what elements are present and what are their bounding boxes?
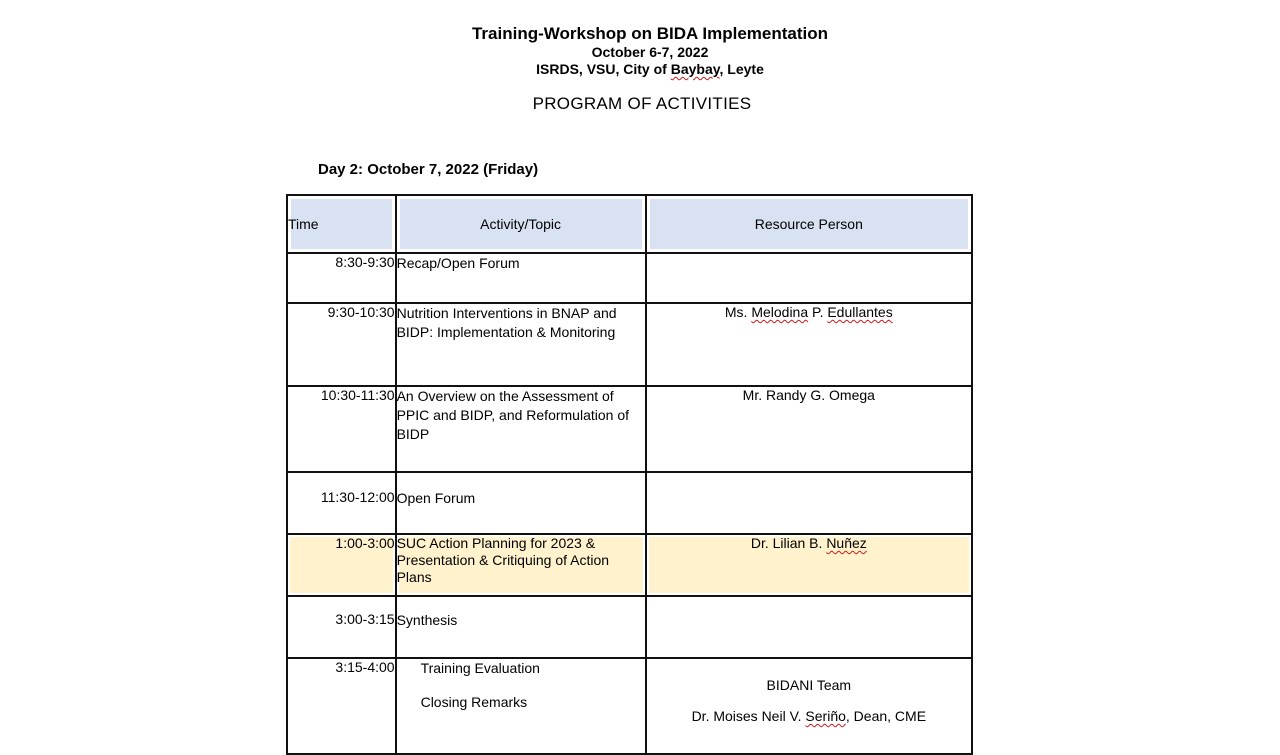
row-time: 9:30-10:30: [287, 303, 396, 386]
resource-text-flagged-2: Edullantes: [827, 304, 893, 320]
table-row: [287, 303, 972, 386]
row-activity: SUC Action Planning for 2023 & Presentation & Critiquing of Action Plans: [396, 534, 646, 596]
table-row-highlighted: [287, 534, 972, 596]
row-time: 1:00-3:00: [287, 534, 396, 596]
venue-text-flagged: Baybay: [670, 61, 720, 77]
resource-line-1: BIDANI Team: [766, 677, 852, 693]
row-resource: [646, 303, 972, 386]
table-row: [287, 658, 972, 754]
row-resource: Mr. Randy G. Omega: [646, 386, 972, 472]
table-row: [287, 596, 972, 658]
activity-line-2: Closing Remarks: [420, 694, 528, 710]
row-activity: Synthesis: [396, 596, 646, 658]
resource-text-2: P.: [808, 304, 828, 320]
row-time: 8:30-9:30: [287, 253, 396, 303]
resource2-text-1: Dr. Moises Neil V.: [691, 708, 806, 724]
day-heading: Day 2: October 7, 2022 (Friday): [318, 161, 539, 178]
row-resource: [646, 658, 972, 754]
resource-text-flagged-1: Melodina: [751, 304, 809, 320]
row-activity: Recap/Open Forum: [396, 253, 646, 303]
row-resource: [646, 534, 972, 596]
resource-line-2: [647, 708, 971, 724]
row-activity: [396, 658, 646, 754]
venue-text-1: ISRDS, VSU, City of: [536, 61, 671, 77]
activity-line-1: Training Evaluation: [420, 660, 540, 676]
resource-text-1: Dr. Lilian B.: [750, 535, 827, 551]
row-resource: [646, 596, 972, 658]
table-row: [287, 386, 972, 472]
table-header-row: [287, 195, 972, 253]
row-resource: [646, 472, 972, 534]
row-time: 10:30-11:30: [287, 386, 396, 472]
header-time: Time: [287, 195, 396, 253]
venue-text-2: , Leyte: [719, 61, 764, 77]
program-table: [286, 194, 973, 755]
row-resource: [646, 253, 972, 303]
header-resource: Resource Person: [646, 195, 972, 253]
document-title: Training-Workshop on BIDA Implementation: [471, 24, 829, 43]
resource2-text-flagged: Seriño: [805, 708, 846, 724]
row-activity: An Overview on the Assessment of PPIC and BIDP, and Reformulation of BIDP: [396, 386, 646, 472]
resource2-text-2: , Dean, CME: [845, 708, 927, 724]
resource-text-flagged: Nuñez: [826, 535, 867, 551]
row-time: 3:15-4:00: [287, 658, 396, 754]
document-dates: October 6-7, 2022: [591, 44, 709, 60]
row-time: 11:30-12:00: [287, 472, 396, 534]
table-row: [287, 472, 972, 534]
table-row: [287, 253, 972, 303]
row-activity: Nutrition Interventions in BNAP and BIDP: Implementation & Monitoring: [396, 303, 646, 386]
program-subtitle: PROGRAM OF ACTIVITIES: [532, 94, 752, 113]
row-activity: Open Forum: [396, 472, 646, 534]
resource-text-1: Ms.: [724, 304, 752, 320]
document-venue: [10, 61, 1280, 77]
header-activity: Activity/Topic: [396, 195, 646, 253]
row-time: 3:00-3:15: [287, 596, 396, 658]
